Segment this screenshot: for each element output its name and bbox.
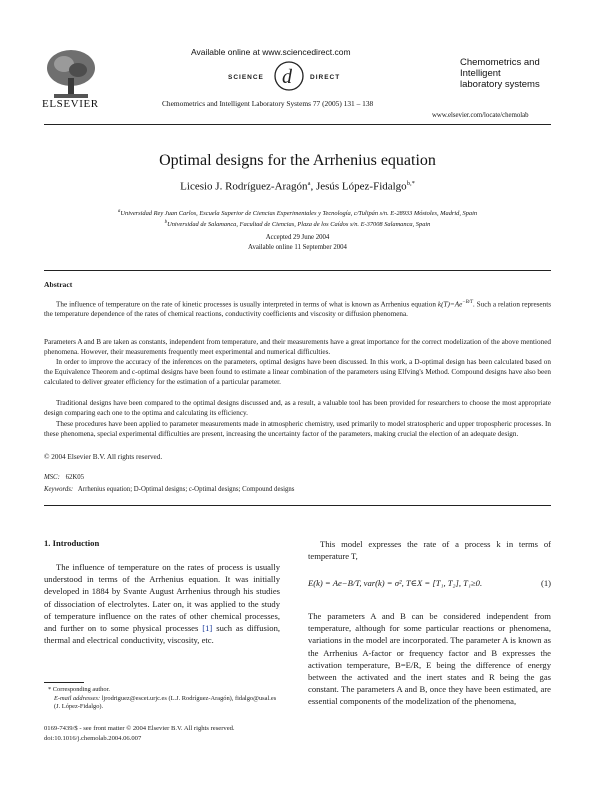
elsevier-logo (40, 46, 120, 116)
abstract-top-rule (44, 270, 551, 271)
abstract-p1 (44, 298, 551, 319)
affiliation-b-text: Universidad de Salamanca, Facultad de Ciencias, Plaza de los Caídos s/n. E-37008 Salamanca, Spain (167, 220, 431, 228)
journal-url[interactable]: www.elsevier.com/locate/chemolab (432, 112, 529, 119)
abstract-copyright: © 2004 Elsevier B.V. All rights reserved. (44, 453, 163, 461)
affiliation-a-mark: a (117, 209, 121, 214)
email-label: E-mail addresses: (54, 694, 101, 702)
arrhenius-formula: k(T)=Ae (437, 300, 463, 309)
affiliation-a (0, 208, 595, 219)
abstract-p2: Parameters A and B are taken as constants, independent from temperature, and their measurements have a great importance for the correct modelization of the above mentioned phenomena. However, their measurements frequently meet experimental and numerical difficulties. (44, 338, 551, 356)
author-list (0, 180, 595, 193)
journal-citation: Chemometrics and Intelligent Laboratory Systems 77 (2005) 131 – 138 (162, 99, 374, 108)
footnotes (44, 686, 280, 712)
abstract-p4: Traditional designs have been compared to the optimal designs discussed and, as a result, a valuable tool has been provided for researchers to choose the most appropriate design comparing each one to the optima and calculating its efficiency. (44, 399, 551, 417)
affiliation-b (0, 219, 595, 230)
journal-title (460, 57, 540, 90)
author-2: Jesús López-Fidalgo (315, 180, 407, 193)
front-matter (44, 724, 235, 743)
issn-line: 0169-7439/$ - see front matter © 2004 Elsevier B.V. All rights reserved. (44, 725, 235, 732)
author-1: Licesio J. Rodríguez-Aragón (180, 180, 308, 193)
dates (0, 233, 595, 252)
sciencedirect-left: SCIENCE (228, 74, 264, 81)
reference-link-1[interactable]: [1] (202, 623, 213, 634)
affiliation-b-mark: b (164, 219, 168, 225)
equation-1-number: (1) (540, 578, 551, 588)
elsevier-tree-icon (40, 46, 102, 100)
intro-heading: 1. Introduction (44, 538, 100, 548)
intro-p1-a: The influence of temperature on the rates of process is usually understood in terms of the Arrhenius equation. It was initially developed in 1884 by Svante August Arrhenius through his studies of dissociation of electrolytes. Later on, it was applied to the study of temperature influence on the rates of other chemical processes, and further on to some physical processes (44, 562, 280, 634)
equation-1-body: E(k) = Ae−B/T, var(k) = σ², T∈X = [T₁, T₂], T₁≥0. (308, 578, 483, 588)
abstract-heading: Abstract (44, 280, 73, 289)
msc-value: 62K05 (65, 474, 85, 481)
sciencedirect-logo (228, 59, 368, 93)
paper-title: Optimal designs for the Arrhenius equation (159, 152, 436, 169)
available-online: Available online at www.sciencedirect.com (191, 47, 351, 57)
affiliation-a-text: Universidad Rey Juan Carlos, Escuela Superior de Ciencias Experimentales y Tecnología, c/Tulipán s/n. E-28933 Móstoles, Madrid, Spain (120, 210, 478, 218)
intro-p1 (44, 561, 280, 646)
online-date: Available online 11 September 2004 (248, 243, 347, 251)
intro-p1-b: such as diffusion, thermal and electrical conductivity, viscosity, etc. (44, 623, 281, 646)
corresponding-author-note: * Corresponding author. (48, 686, 110, 693)
author-separator: , (310, 180, 314, 193)
abstract-p3: In order to improve the accuracy of the inferences on the parameters, optimal designs have been discussed. In this work, a D-optimal design has been calculated based on the Equivalence Theorem and c-optimal designs have been found to estimate a linear combination of the parameters using Elfving's Method. Compound designs have also been calculated to deliver greater efficiency for the estimation of a particular parameter. (44, 358, 551, 386)
journal-title-line-2: Intelligent (460, 68, 501, 79)
msc-label: MSC: (44, 474, 60, 481)
abstract-p5: These procedures have been applied to parameter measurements made in atmospheric chemistry, used primarily to model stratospheric and upper tropospheric processes. In these phenomena, special experimental difficulties are present, increasing the uncertainty factor of the parameters, making crucial the election of an adequate design. (44, 420, 551, 438)
svg-text:d: d (282, 66, 292, 88)
keywords-line (44, 486, 294, 493)
sciencedirect-right: DIRECT (310, 74, 341, 81)
email-addresses (44, 695, 280, 712)
email-values[interactable]: ljrodriguez@escet.urjc.es (L.J. Rodríguez-Aragón), fidalgo@usal.es (J. López-Fidalgo). (54, 694, 277, 711)
author-1-affil: a (307, 180, 311, 187)
journal-title-line-3: laboratory systems (460, 79, 540, 90)
header-rule (44, 124, 551, 125)
accepted-date: Accepted 29 June 2004 (265, 234, 330, 241)
right-p2: The parameters A and B can be considered independent from temperature, although for some particular reactions or phenomena, variations in the model are incorporated. The parameter A is known as the Arrhenius A-factor or frequency factor and B expresses the activation temperature, B=E/R, E being the difference of energy between the activated and the inert states and R being the gas constant. The parameters A and B, once they have been estimated, are essential components of the modelization of the phenomena, (308, 611, 551, 707)
equation-1 (308, 578, 551, 592)
arrhenius-formula-exponent: −B/T (462, 300, 473, 305)
keywords-value: Arrhenius equation; D-Optimal designs; c-Optimal designs; Compound designs (77, 486, 295, 493)
affiliations (0, 208, 595, 229)
keywords-label: Keywords: (44, 486, 74, 493)
sciencedirect-d-icon (272, 59, 306, 93)
msc-line (44, 474, 84, 481)
abstract-bottom-rule (44, 505, 551, 506)
journal-title-line-1: Chemometrics and (460, 57, 540, 68)
publisher-name: ELSEVIER (42, 98, 99, 110)
footnote-rule (44, 682, 84, 683)
abstract-p1-a: The influence of temperature on the rate of kinetic processes is usually interpreted in terms of what is known as Arrhenius equation (56, 300, 436, 309)
abstract-p1-b: . Such a relation represents the temperature dependence of the rates of chemical reactions, conductivity coefficients and viscosity or diffusion phenomena. (44, 300, 552, 319)
author-2-affil: b,* (406, 180, 415, 187)
right-p1: This model expresses the rate of a process k in terms of temperature T, (308, 539, 551, 562)
doi-line[interactable]: doi:10.1016/j.chemolab.2004.06.007 (44, 734, 142, 742)
